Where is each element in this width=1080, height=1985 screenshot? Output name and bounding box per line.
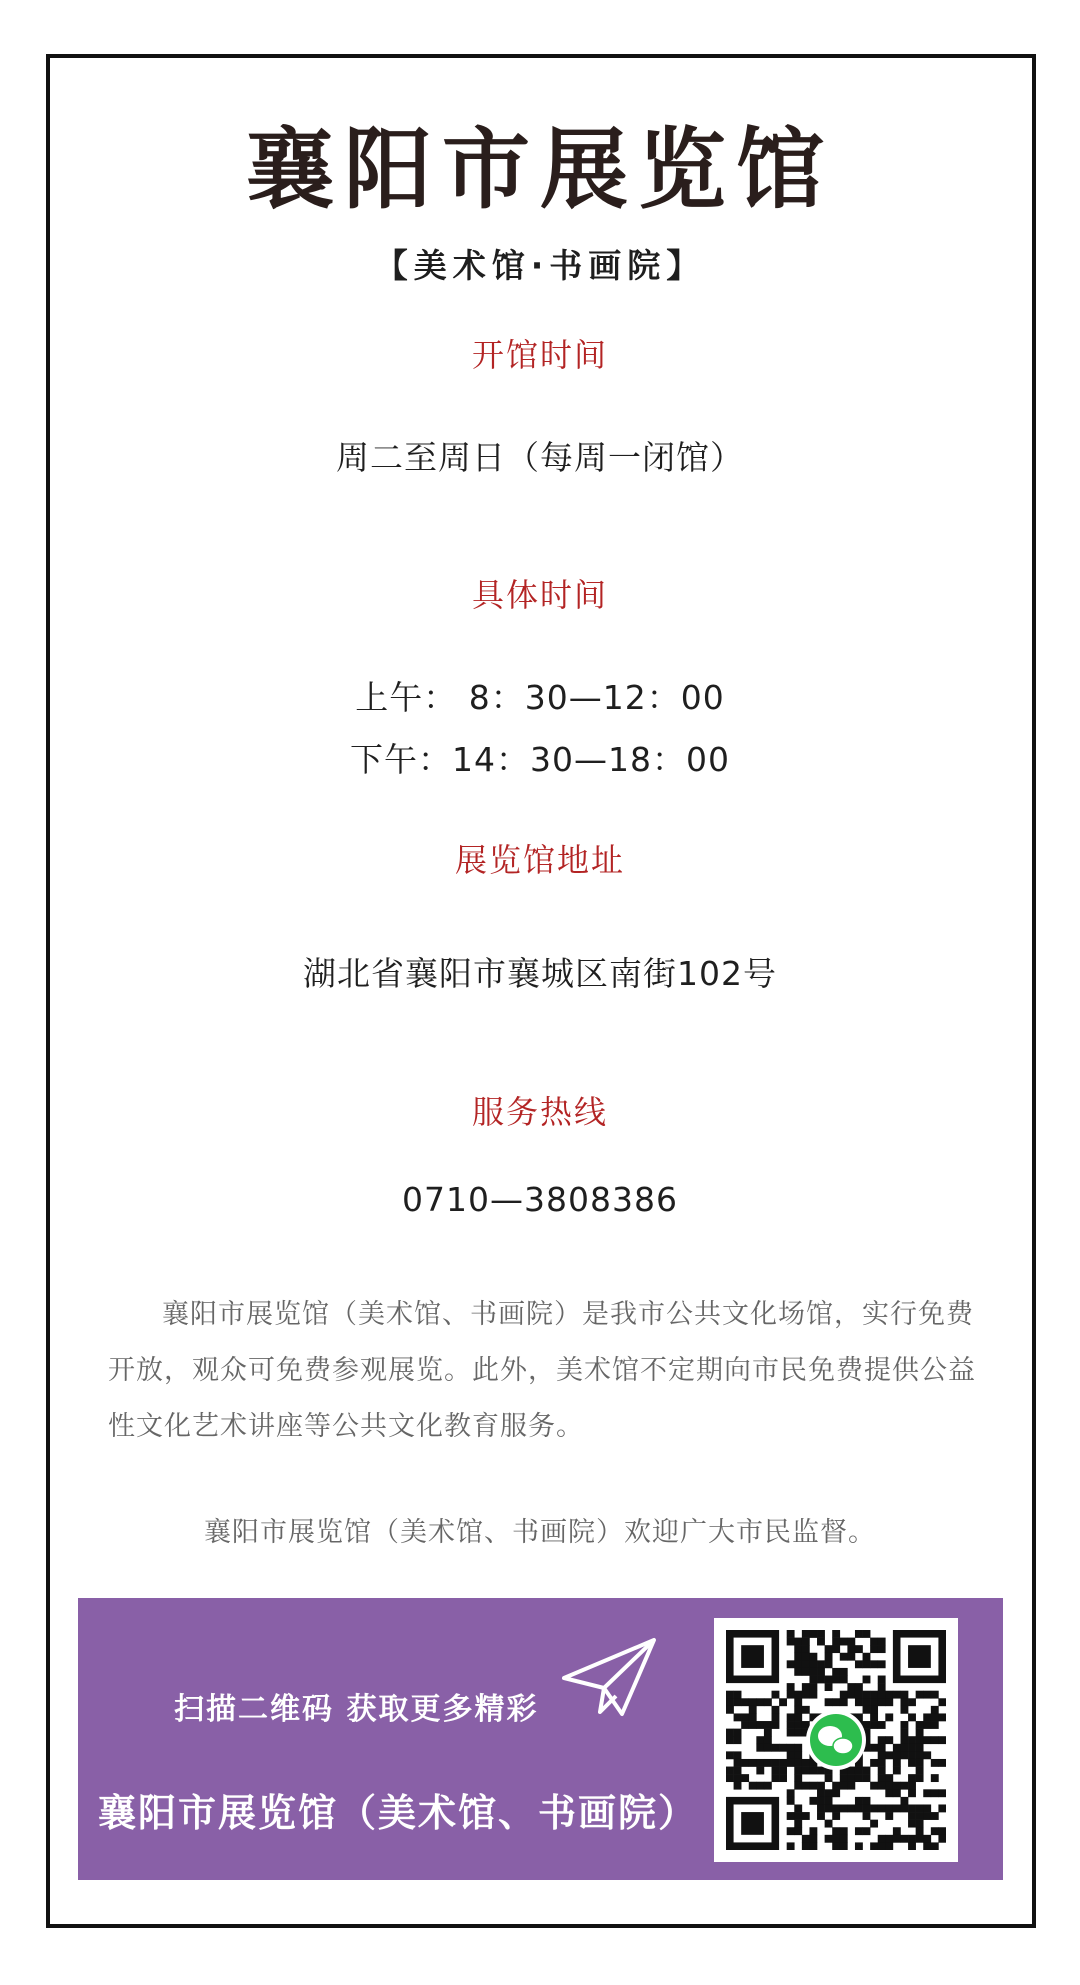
morning-hours: 上午： 8：30—12：00 (355, 678, 725, 717)
hotline-heading: 服务热线 (471, 1093, 608, 1131)
address-text: 湖北省襄阳市襄城区南街102号 (303, 954, 777, 993)
promo-banner (78, 1598, 1003, 1880)
supervision-text: 襄阳市展览馆（美术馆、书画院）欢迎广大市民监督。 (204, 1517, 876, 1548)
subtitle: 【美术馆·书画院】 (374, 246, 706, 285)
time-heading: 具体时间 (471, 576, 608, 614)
description-paragraph: 襄阳市展览馆（美术馆、书画院）是我市公共文化场馆，实行免费开放，观众可免费参观展览。此外，美术馆不定期向市民免费提供公益性文化艺术讲座等公共文化教育服务。 (108, 1299, 976, 1442)
banner-org-name: 襄阳市展览馆（美术馆、书画院） (98, 1790, 699, 1835)
hours-heading: 开馆时间 (471, 336, 608, 374)
afternoon-hours: 下午：14：30—18：00 (350, 740, 730, 779)
wechat-logo-icon (806, 1710, 866, 1770)
address-heading: 展览馆地址 (454, 841, 625, 879)
qr-code[interactable] (714, 1618, 958, 1862)
hotline-number: 0710—3808386 (402, 1180, 678, 1219)
hours-text: 周二至周日（每周一闭馆） (336, 438, 744, 477)
banner-scan-text: 扫描二维码 获取更多精彩 (174, 1692, 539, 1727)
paper-plane-icon (560, 1634, 660, 1724)
page-title: 襄阳市展览馆 (245, 117, 834, 221)
